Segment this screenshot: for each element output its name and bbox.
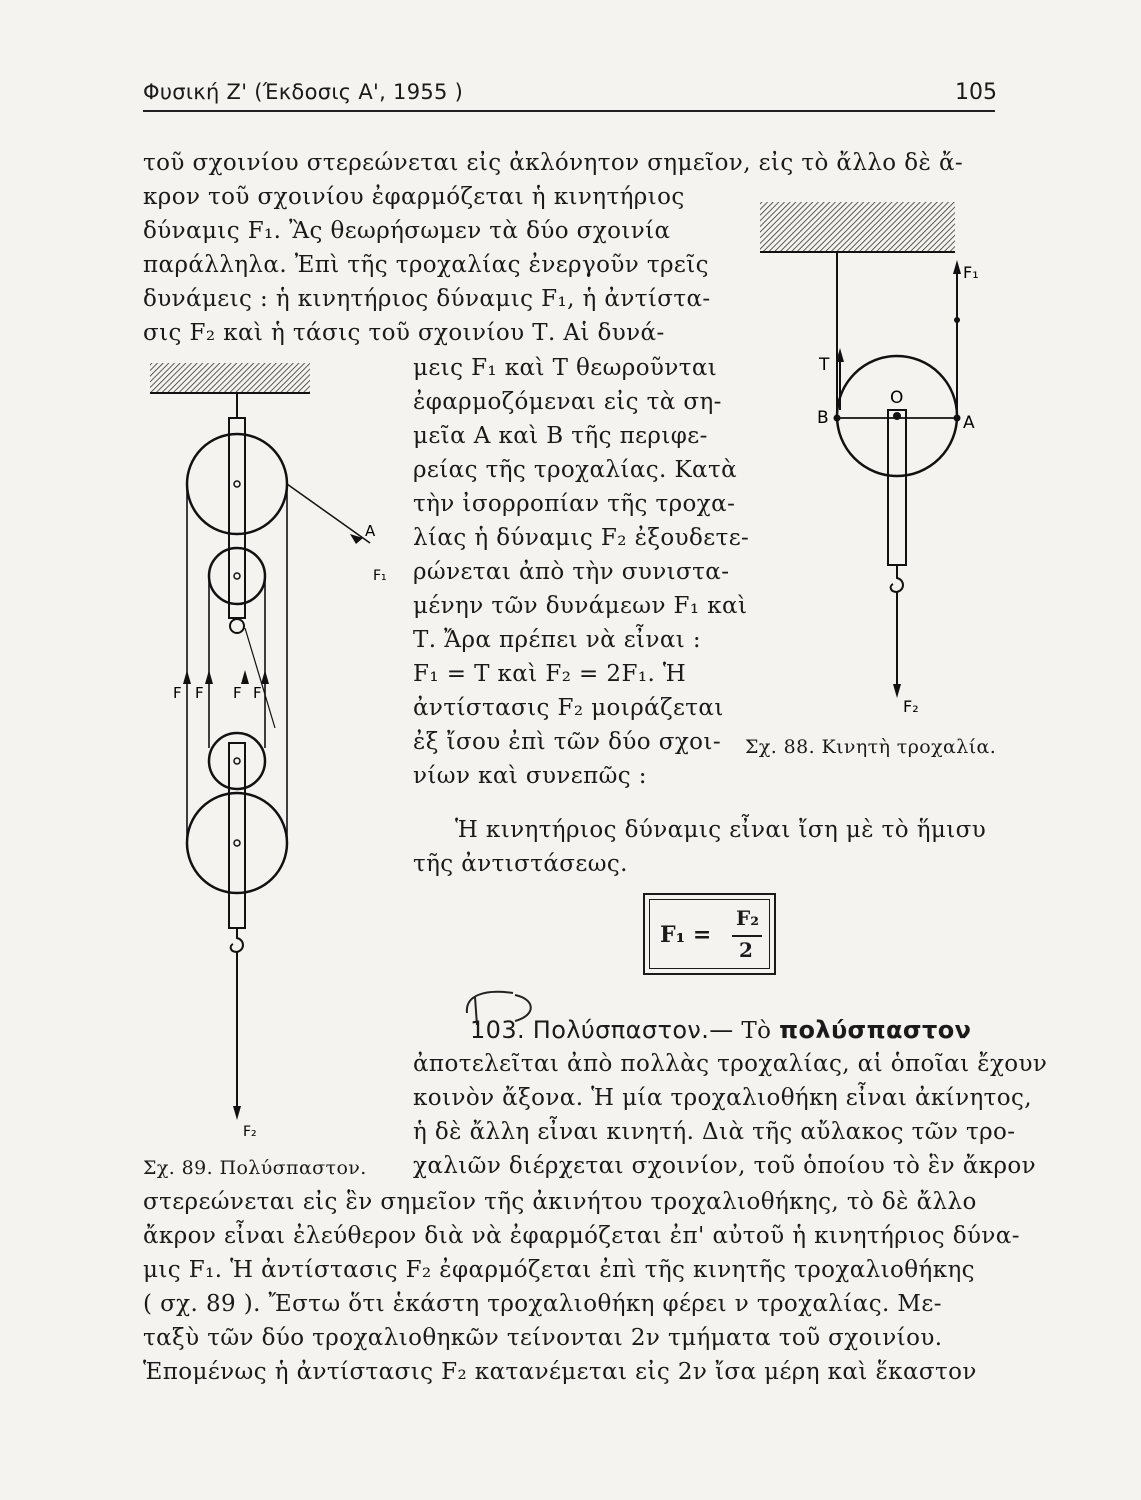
figure-88-movable-pulley <box>745 190 995 720</box>
text-line: κρον τοῦ σχοινίου ἐφαρμόζεται ἡ κινητήριος <box>143 184 685 210</box>
label-f-strand: F <box>195 684 204 702</box>
label-b: Β <box>817 408 829 428</box>
text-line: ρώνεται ἀπὸ τὴν συνιστα- <box>413 559 730 585</box>
free-rope-end <box>287 484 370 543</box>
text-line: ἀποτελεῖται ἀπὸ πολλὰς τροχαλίας, αἱ ὁποῖαι ἔχουν <box>413 1051 1048 1077</box>
hook <box>891 565 903 592</box>
text-line: ἡ δὲ ἄλλη εἶναι κινητή. Διὰ τῆς αὔλακος τῶν τρο- <box>413 1119 1016 1145</box>
text-line: στερεώνεται εἰς ἓν σημεῖον τῆς ἀκινήτου τροχαλιοθήκης, τὸ δὲ ἄλλο <box>143 1189 977 1215</box>
arrow-f1-icon <box>350 534 363 544</box>
label-f-strand: F <box>253 684 262 702</box>
formula-fraction-bar <box>732 935 762 937</box>
moving-pulley-small <box>209 733 265 789</box>
text-line: μένην τῶν δυνάμεων F₁ καὶ <box>413 593 748 619</box>
label-t: Τ <box>819 355 830 375</box>
ceiling-hatch <box>760 202 955 252</box>
arrow-f1-icon <box>953 260 961 274</box>
fixed-block-frame <box>229 418 245 618</box>
arrow-f-icon <box>261 670 269 684</box>
label-a: Α <box>365 522 376 540</box>
text-line: ἐξ ἴσου ἐπὶ τῶν δύο σχοι- <box>413 729 722 755</box>
fixed-pulley-large <box>187 434 287 534</box>
figure-88-caption: Σχ. 88. Κινητὴ τροχαλία. <box>745 736 997 758</box>
arrow-f-icon <box>205 670 213 684</box>
hook <box>231 928 243 952</box>
fixed-pulley-small <box>209 548 265 604</box>
formula-denominator: 2 <box>739 938 753 962</box>
moving-block-frame <box>229 743 245 928</box>
formula-lhs: F₁ = <box>660 922 712 948</box>
section-title: Πολύσπαστον.— <box>532 1016 734 1044</box>
text-line: ταξὺ τῶν δύο τροχαλιοθηκῶν τείνονται 2ν τμήματα τοῦ σχοινίου. <box>143 1325 943 1351</box>
rule-statement-line: Ἡ κινητήριος δύναμις εἶναι ἴση μὲ τὸ ἥμισυ <box>455 817 987 843</box>
text-line: μεις F₁ καὶ Τ θεωροῦνται <box>413 355 718 381</box>
arrow-f2-icon <box>893 684 901 698</box>
text-line: νίων καὶ συνεπῶς : <box>413 763 647 789</box>
label-f-strand: F <box>173 684 182 702</box>
text-line: μις F₁. Ἡ ἀντίστασις F₂ ἐφαρμόζεται ἐπὶ τῆς κινητῆς τροχαλιοθήκης <box>143 1257 975 1283</box>
label-f2: F₂ <box>243 1124 257 1140</box>
text-line: χαλιῶν διέρχεται σχοινίον, τοῦ ὁποίου τὸ ἓν ἄκρον <box>413 1153 1037 1179</box>
text-line: λίας ἡ δύναμις F₂ ἐξουδετε- <box>413 525 750 551</box>
text-line: ἀντίστασις F₂ μοιράζεται <box>413 695 724 721</box>
arrow-f-icon <box>183 670 191 684</box>
pulley-frame <box>888 410 906 565</box>
ceiling-hatch <box>150 363 310 393</box>
figure-89-block-and-tackle <box>145 358 400 1143</box>
moving-pulley-large <box>187 793 287 893</box>
text-line: κοινὸν ἄξονα. Ἡ μία τροχαλιοθήκη εἶναι ἀκίνητος, <box>413 1085 1033 1111</box>
label-f1: F₁ <box>373 568 387 584</box>
formula-numerator: F₂ <box>736 906 759 930</box>
page-number: 105 <box>955 80 997 105</box>
text-line: ἐφαρμοζόμεναι εἰς τὰ ση- <box>413 389 722 415</box>
text-line: δυνάμεις : ἡ κινητήριος δύναμις F₁, ἡ ἀντίστα- <box>143 286 711 312</box>
text-line: F₁ = Τ καὶ F₂ = 2F₁. Ἡ <box>413 661 687 687</box>
text-line: ( σχ. 89 ). Ἔστω ὅτι ἑκάστη τροχαλιοθήκη φέρει ν τροχαλίας. Με- <box>143 1291 942 1317</box>
label-a: Α <box>963 413 975 433</box>
text-line: ρείας τῆς τροχαλίας. Κατὰ <box>413 457 738 483</box>
arrow-f2-icon <box>233 1106 241 1120</box>
text-line: μεῖα Α καὶ Β τῆς περιφε- <box>413 423 708 449</box>
figure-89-caption: Σχ. 89. Πολύσπαστον. <box>143 1157 367 1179</box>
section-term: πολύσπαστον <box>779 1016 972 1044</box>
text-line: σις F₂ καὶ ἡ τάσις τοῦ σχοινίου Τ. Αἱ δυνά- <box>143 320 665 346</box>
formula-box <box>643 893 776 975</box>
label-f1: F₁ <box>963 263 979 282</box>
text-line: δύναμις F₁. Ἂς θεωρήσωμεν τὰ δύο σχοινία <box>143 218 671 244</box>
text-line: Ἑπομένως ἡ ἀντίστασις F₂ κατανέμεται εἰς 2ν ἴσα μέρη καὶ ἕκαστον <box>143 1359 977 1385</box>
text-line: τὴν ἰσορροπίαν τῆς τροχα- <box>413 491 736 517</box>
label-f2: F₂ <box>903 697 919 716</box>
section-lead: Τὸ <box>741 1018 772 1044</box>
section-number: 103. <box>470 1016 526 1044</box>
section-heading <box>470 1015 971 1046</box>
text-line: ἄκρον εἶναι ἐλεύθερον διὰ νὰ ἐφαρμόζεται ἐπ' αὐτοῦ ἡ κινητήριος δύνα- <box>143 1223 1020 1249</box>
header-rule <box>143 110 995 112</box>
text-line: Τ. Ἄρα πρέπει νὰ εἶναι : <box>413 627 702 653</box>
text-line: τοῦ σχοινίου στερεώνεται εἰς ἀκλόνητον σημεῖον, εἰς τὸ ἄλλο δὲ ἄ- <box>143 150 964 176</box>
label-f-strand: F <box>233 684 242 702</box>
text-line: παράλληλα. Ἐπὶ τῆς τροχαλίας ἐνεργοῦν τρεῖς <box>143 252 709 278</box>
arrow-f-icon <box>241 670 249 684</box>
running-header-title: Φυσική Ζ' (Έκδοσις Α', 1955 ) <box>143 80 464 104</box>
label-o: Ο <box>890 388 904 408</box>
rule-statement-line: τῆς ἀντιστάσεως. <box>413 851 628 877</box>
